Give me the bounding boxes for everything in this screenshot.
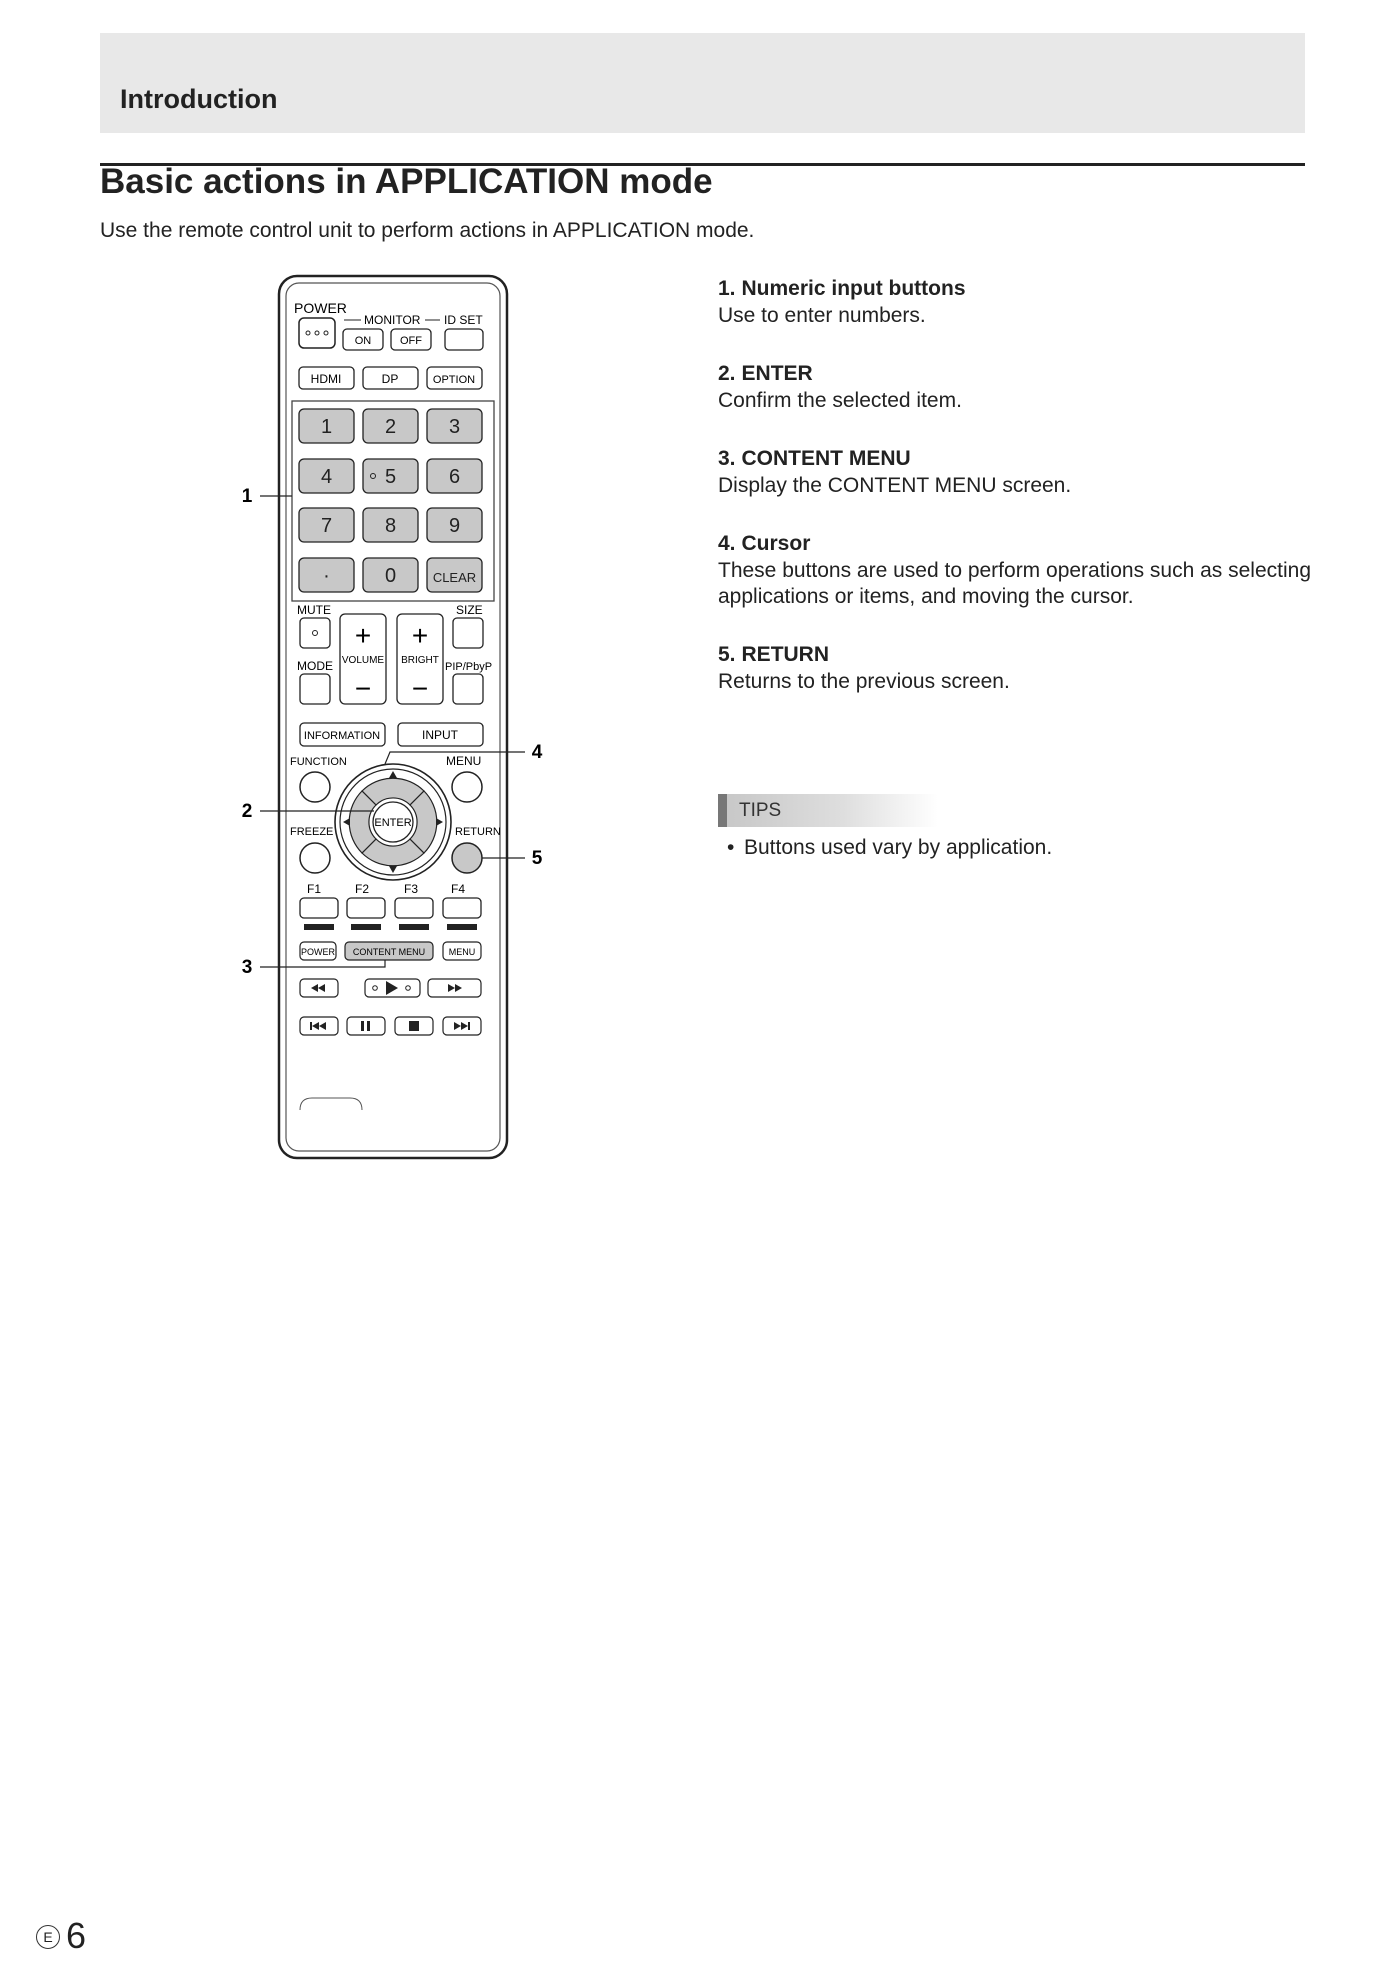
item-title: ENTER — [741, 362, 813, 385]
item-title: Numeric input buttons — [741, 277, 966, 300]
tips-bullet: • Buttons used vary by application. — [718, 833, 1318, 863]
bright-minus-icon: − — [411, 673, 429, 704]
enter-label: ENTER — [374, 817, 412, 829]
function-label: FUNCTION — [290, 756, 347, 768]
tips-box — [718, 794, 1318, 863]
callout-1: 1 — [241, 486, 253, 507]
bright-plus-icon: + — [411, 620, 429, 651]
power-label: POWER — [294, 300, 347, 316]
id-set-button — [445, 329, 483, 350]
item-description: These buttons are used to perform operations such as selecting applications or items, and moving the cursor. — [718, 559, 1312, 608]
f1-label: F1 — [306, 882, 322, 896]
f4-color-bar — [447, 924, 477, 930]
item-description: Returns to the previous screen. — [718, 670, 1010, 693]
callout-5: 5 — [531, 848, 543, 869]
f1-button — [300, 898, 338, 918]
keypad-key-label: 7 — [320, 515, 333, 537]
pause-button — [347, 1017, 385, 1035]
tips-list — [718, 833, 1318, 863]
function-button — [300, 772, 330, 802]
small-power-label: POWER — [300, 947, 336, 957]
dp-label: DP — [381, 372, 399, 386]
item-description: Display the CONTENT MENU screen. — [718, 474, 1072, 497]
item-cursor — [718, 529, 1318, 610]
hdmi-label: HDMI — [310, 372, 342, 386]
pause-icon — [367, 1021, 370, 1031]
pip-button — [453, 674, 483, 704]
item-return — [718, 640, 1318, 695]
f2-color-bar — [351, 924, 381, 930]
header-band — [100, 33, 1305, 133]
item-number: 5. — [718, 643, 736, 666]
item-number: 1. — [718, 277, 736, 300]
item-number: 4. — [718, 532, 736, 555]
keypad-key-label: 8 — [384, 515, 397, 537]
item-content-menu — [718, 444, 1318, 499]
information-label: INFORMATION — [303, 730, 381, 742]
item-list — [718, 274, 1318, 725]
mode-label: MODE — [297, 659, 333, 673]
bright-label: BRIGHT — [401, 655, 439, 666]
intro-text: Use the remote control unit to perform actions in APPLICATION mode. — [100, 219, 755, 242]
volume-minus-icon: − — [354, 673, 372, 704]
f1-color-bar — [304, 924, 334, 930]
item-title: RETURN — [741, 643, 830, 666]
f3-label: F3 — [403, 882, 419, 896]
monitor-off-label: OFF — [400, 335, 422, 347]
freeze-button — [300, 843, 330, 873]
monitor-on-label: ON — [354, 335, 372, 347]
keypad-key-label: 9 — [448, 515, 461, 537]
size-label: SIZE — [456, 603, 483, 617]
item-numeric-input — [718, 274, 1318, 329]
section-title: Introduction — [120, 84, 278, 114]
callout-2: 2 — [241, 801, 253, 822]
skip-back-icon — [310, 1022, 312, 1030]
input-label: INPUT — [422, 728, 458, 742]
page-title: Basic actions in APPLICATION mode — [100, 162, 713, 201]
keypad-key-label: 5 — [384, 466, 397, 488]
page-language-badge: E — [36, 1925, 60, 1949]
stop-icon — [409, 1021, 419, 1031]
f3-color-bar — [399, 924, 429, 930]
pause-icon — [361, 1021, 364, 1031]
f2-button — [347, 898, 385, 918]
keypad-key-label: 0 — [384, 565, 397, 587]
small-menu-label: MENU — [448, 947, 476, 957]
mode-button — [300, 674, 330, 704]
size-button — [453, 618, 483, 648]
remote-svg — [230, 268, 560, 1168]
freeze-label: FREEZE — [290, 826, 334, 838]
f4-button — [443, 898, 481, 918]
skip-forward-icon — [468, 1022, 470, 1030]
keypad-key-label: 6 — [448, 466, 461, 488]
power-button — [299, 318, 335, 348]
callout-3: 3 — [241, 957, 253, 978]
option-label: OPTION — [432, 374, 476, 386]
item-number: 2. — [718, 362, 736, 385]
volume-label: VOLUME — [341, 655, 385, 666]
keypad-key-label: CLEAR — [432, 570, 477, 585]
monitor-label: MONITOR — [364, 313, 421, 327]
keypad-key-label: · — [323, 565, 330, 587]
f3-button — [395, 898, 433, 918]
item-title: CONTENT MENU — [741, 447, 911, 470]
page-number: 6 — [66, 1915, 87, 1956]
tips-label: TIPS — [718, 794, 938, 827]
item-title: Cursor — [741, 532, 811, 555]
return-button — [452, 843, 482, 873]
item-enter — [718, 359, 1318, 414]
volume-plus-icon: + — [354, 620, 372, 651]
id-set-label: ID SET — [444, 313, 483, 327]
return-label: RETURN — [455, 826, 501, 838]
keypad-key-label: 1 — [320, 416, 333, 438]
remote-control-illustration — [230, 268, 560, 1168]
mute-label: MUTE — [297, 603, 331, 617]
menu-label: MENU — [446, 754, 482, 768]
f4-label: F4 — [450, 882, 466, 896]
f2-label: F2 — [354, 882, 370, 896]
callout-4: 4 — [531, 742, 543, 763]
keypad-key-label: 4 — [320, 466, 333, 488]
keypad-key-label: 3 — [448, 416, 461, 438]
content-menu-label: CONTENT MENU — [352, 947, 426, 957]
item-number: 3. — [718, 447, 736, 470]
item-description: Confirm the selected item. — [718, 389, 962, 412]
item-description: Use to enter numbers. — [718, 304, 926, 327]
menu-button — [452, 772, 482, 802]
mute-button — [300, 618, 330, 648]
keypad-key-label: 2 — [384, 416, 397, 438]
pip-label: PIP/PbyP — [445, 661, 493, 673]
